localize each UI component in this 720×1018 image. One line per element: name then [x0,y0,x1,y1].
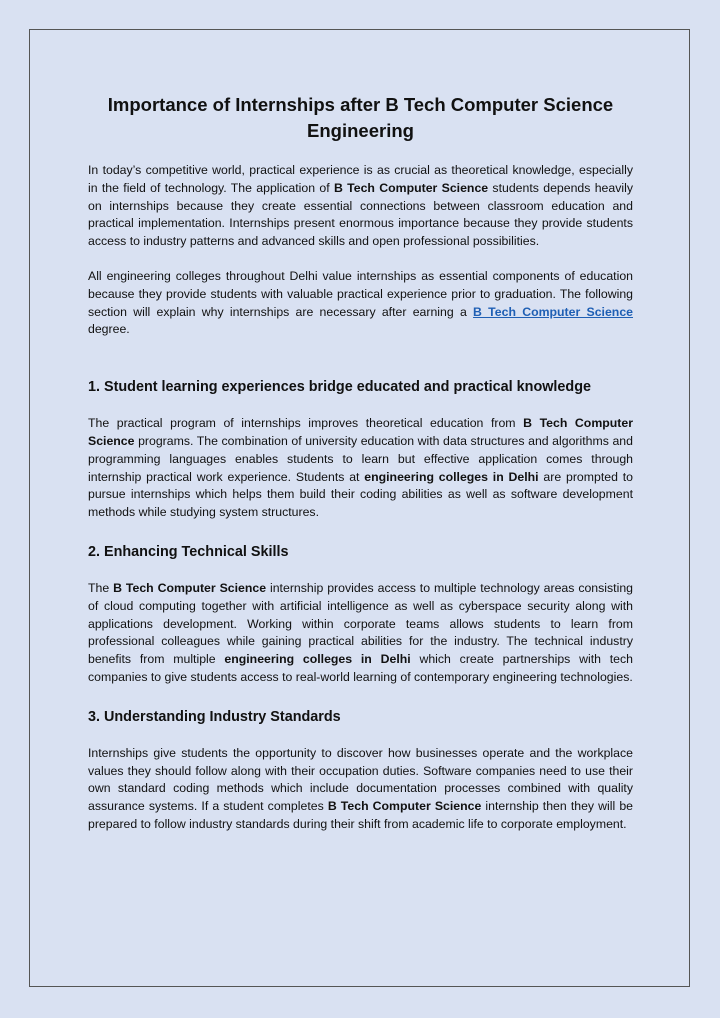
section-1-bold-2: engineering colleges in Delhi [364,469,539,484]
section-2-heading: 2. Enhancing Technical Skills [88,543,289,560]
section-2-text-1: The [88,580,114,595]
section-1-bold-1: B Tech Computer Science [88,416,633,448]
section-1-heading: 1. Student learning experiences bridge educated and practical knowledge [88,379,592,396]
intro-p1-text-1: In today’s competitive world, practical experience is as crucial as theoretical knowledge, especially in the field of technology. The application of [88,163,633,195]
section-1-text-1: The practical program of internships improves theoretical education from [88,416,524,431]
intro-p1-text-2: students depends heavily on internships because they create essential connections between classroom education and practical implementation. Internships present enormous importance because they provide students access to industry patterns and advanced skills and open professional possibilities. [88,180,633,249]
section-1-paragraph [88,415,633,522]
section-3-bold-1: B Tech Computer Science [327,799,482,814]
btech-cs-link[interactable]: B Tech Computer Science [473,304,633,319]
section-3-text-1: Internships give students the opportunity to discover how businesses operate and the workplace values they should follow along with their occupation duties. Software companies need to use their own standard coding methods which include documentation processes combined with quality assurance systems. If a student completes [88,745,633,814]
section-1-text-2: programs. The combination of university education with data structures and algorithms and programming languages enables students to learn but effective application comes through internship practical work experience. Students at [88,433,633,484]
document-title: Importance of Internships after B Tech Computer Science Engineering [107,94,614,141]
intro-p2-text-1: All engineering colleges throughout Delhi value internships as essential components of education because they provide students with valuable practical experience prior to graduation. The following section will explain why internships are necessary after earning a [88,268,633,319]
section-3-text-2: internship then they will be prepared to follow industry standards during their shift from academic life to corporate employment. [88,799,633,831]
intro-p1-bold-1: B Tech Computer Science [333,180,489,195]
section-2-bold-2: engineering colleges in Delhi [224,652,411,667]
section-2-bold-1: B Tech Computer Science [113,580,267,595]
intro-p2-text-2: degree. [88,322,130,337]
document-content [88,92,633,834]
section-2-text-2: internship provides access to multiple technology areas consisting of cloud computing together with artificial intelligence as well as cyberspace security along with applications development. Working within corporate teams allows students to learn from professional colleagues while gaining practical abilities for the industry. The technical industry benefits from multiple [88,580,633,667]
document-page [29,29,690,987]
section-3-heading: 3. Understanding Industry Standards [88,708,341,725]
intro-paragraph-2 [88,268,633,339]
section-2-paragraph [88,580,633,687]
intro-paragraph-1 [88,162,633,251]
section-3-paragraph [88,745,633,834]
section-2-text-3: which create partnerships with tech companies to give students access to real-world learning of contemporary engineering technologies. [88,652,633,684]
section-1-text-3: are prompted to pursue internships which helps them build their coding abilities as well as software development methods while studying system structures. [88,469,633,520]
